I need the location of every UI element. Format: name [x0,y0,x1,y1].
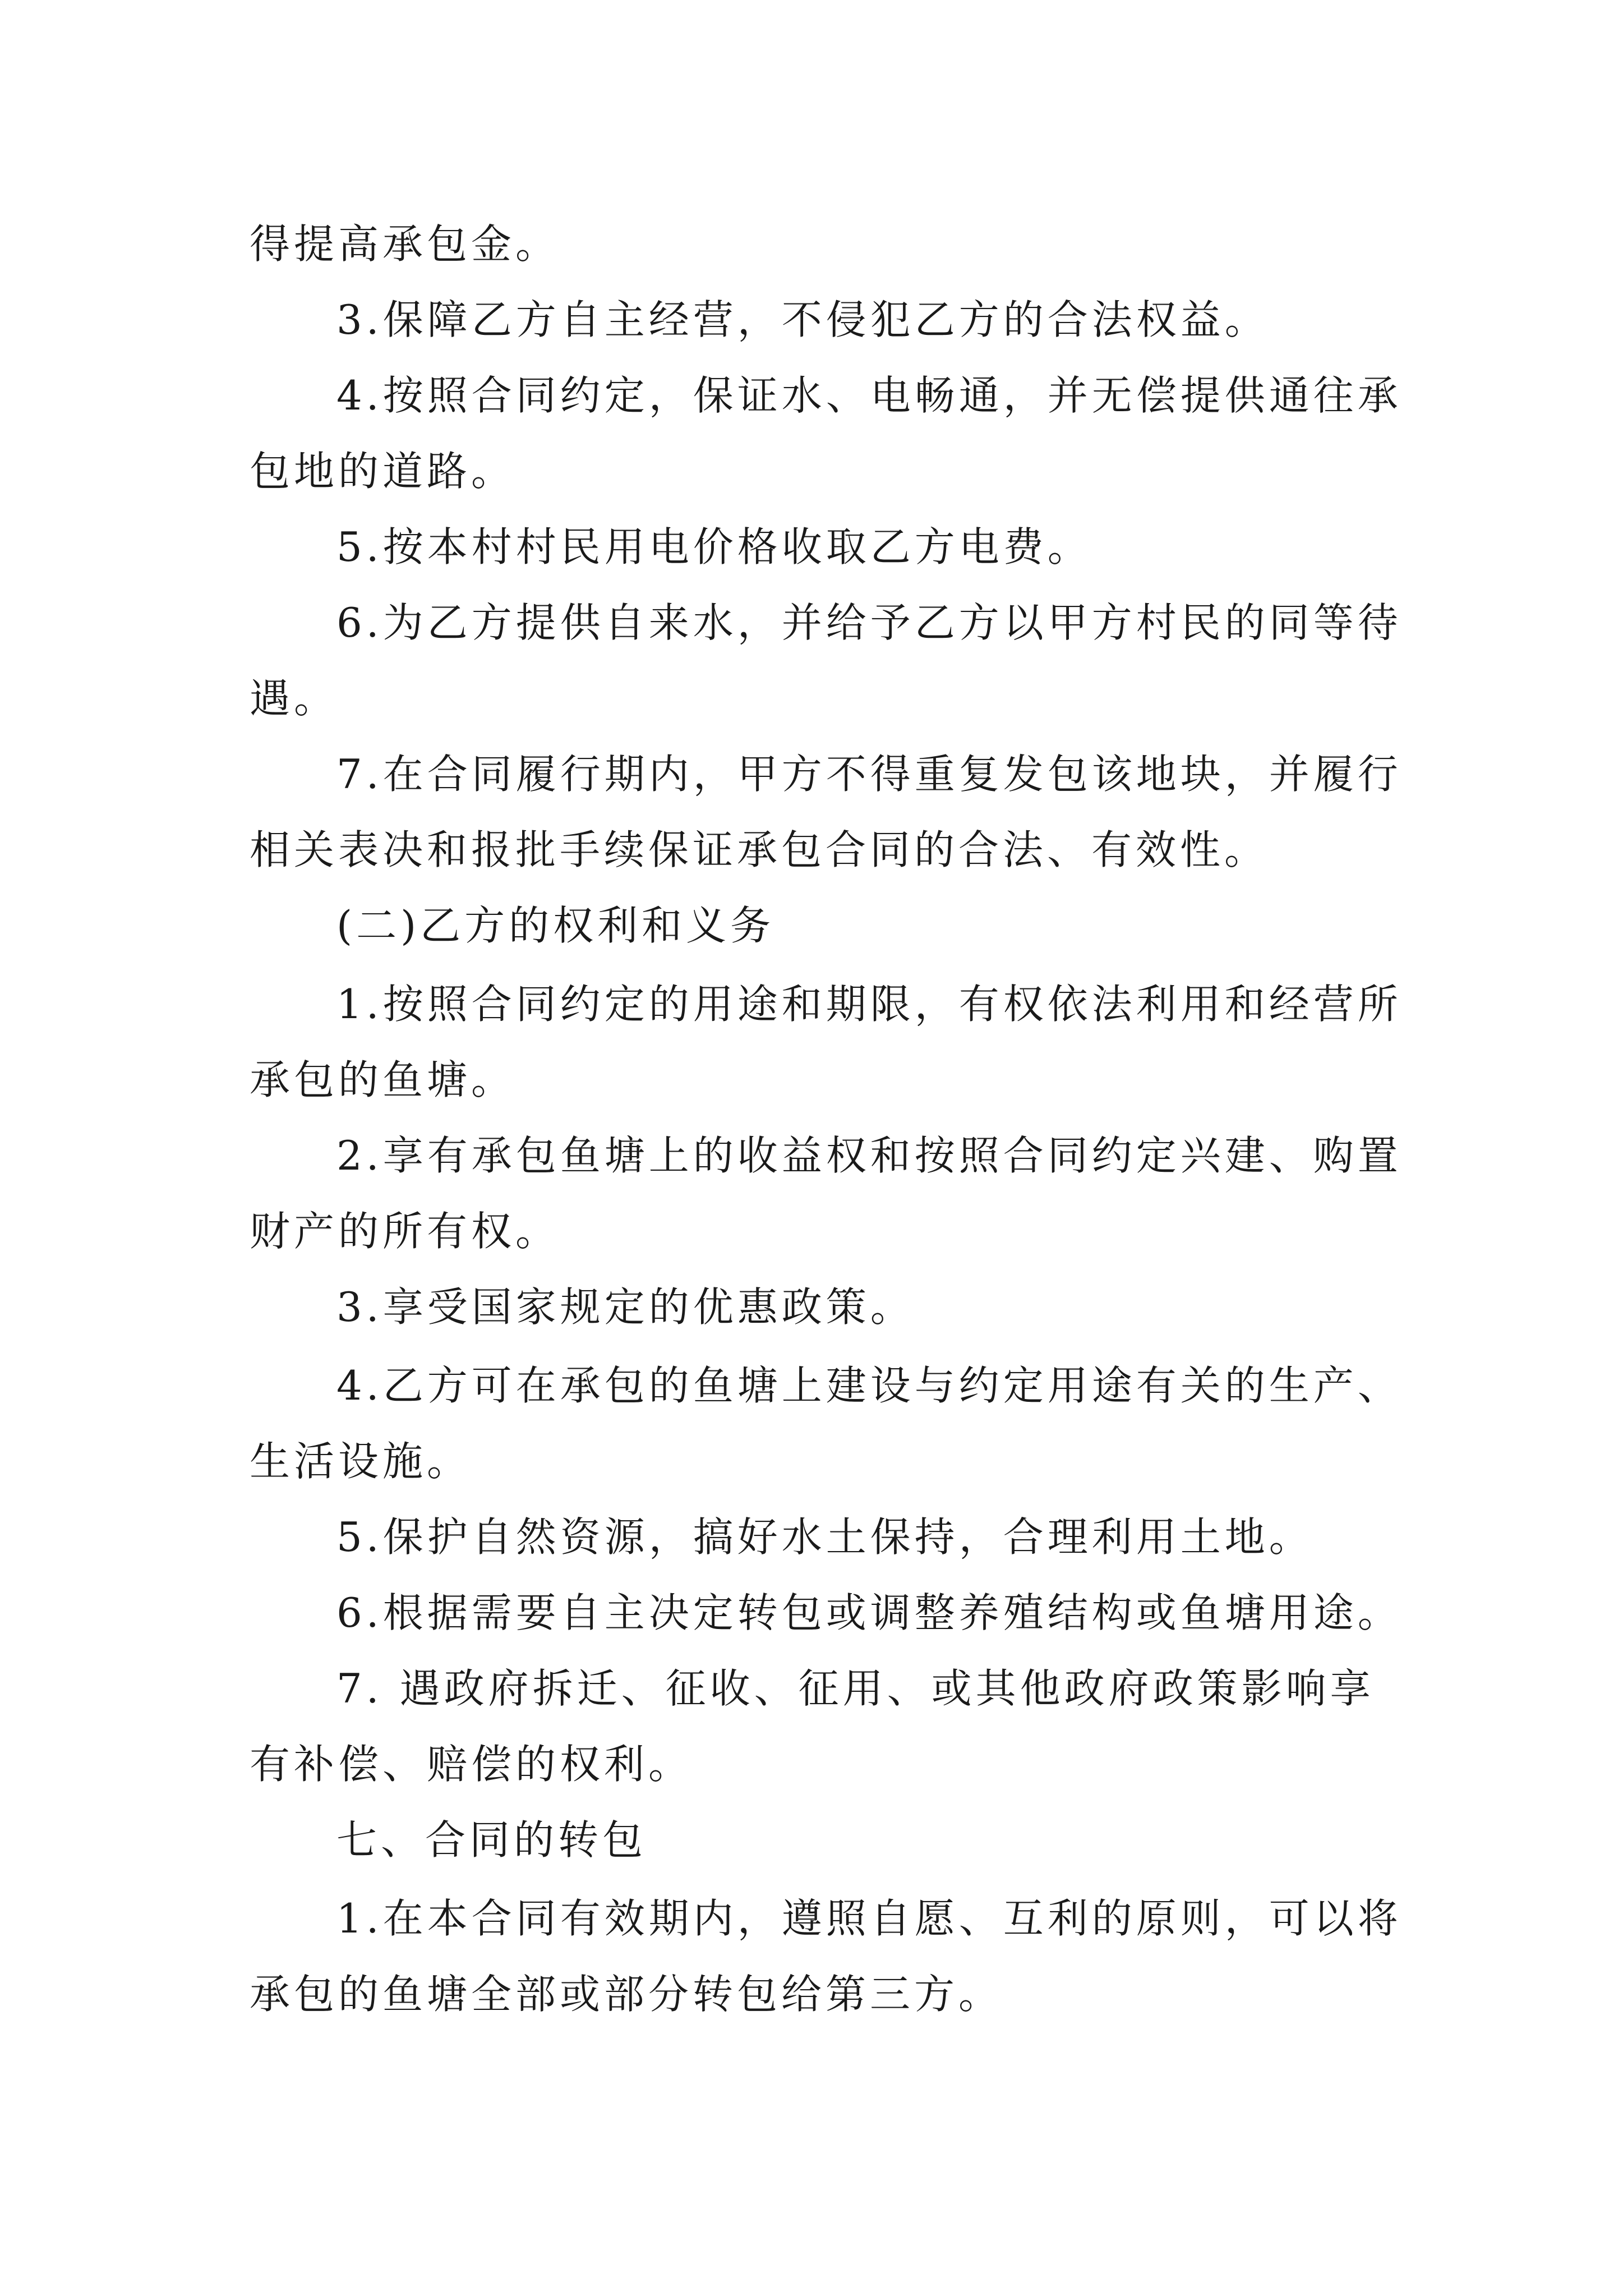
text-line: 5.按本村村民用电价格收取乙方电费。 [336,523,1092,570]
text-line: 6.根据需要自主决定转包或调整养殖结构或鱼塘用途。 [336,1589,1402,1636]
text-line: 生活设施。 [250,1438,472,1485]
text-line: 3.保障乙方自主经营，不侵犯乙方的合法权益。 [336,296,1269,343]
text-line: 有补偿、赔偿的权利。 [250,1741,693,1788]
text-line: 2.享有承包鱼塘上的收益权和按照合同约定兴建、购置 [336,1132,1402,1179]
text-line: 遇。 [250,675,339,722]
text-line: 包地的道路。 [250,448,516,495]
text-line: 财产的所有权。 [250,1208,560,1255]
text-line: 得提高承包金。 [250,220,560,268]
text-line: 1.在本合同有效期内，遵照自愿、互利的原则，可以将 [336,1895,1402,1942]
text-line: 承包的鱼塘全部或部分转包给第三方。 [250,1971,1003,2018]
text-line: 承包的鱼塘。 [250,1056,516,1103]
text-line: 5.保护自然资源，搞好水土保持，合理利用土地。 [336,1513,1313,1561]
text-line: 4.乙方可在承包的鱼塘上建设与约定用途有关的生产、 [336,1362,1402,1409]
text-line: 4.按照合同约定，保证水、电畅通，并无偿提供通往承 [336,372,1402,419]
section-heading: (二)乙方的权利和义务 [336,902,775,949]
text-line: 相关表决和报批手续保证承包合同的合法、有效性。 [250,826,1269,873]
text-line: 7.在合同履行期内，甲方不得重复发包该地块，并履行 [336,751,1402,798]
text-line: 6.为乙方提供自来水，并给予乙方以甲方村民的同等待 [336,599,1402,646]
text-line: 7. 遇政府拆迁、征收、征用、或其他政府政策影响享 [336,1665,1375,1712]
text-line: 3.享受国家规定的优惠政策。 [336,1283,915,1331]
text-line: 1.按照合同约定的用途和期限，有权依法利用和经营所 [336,981,1402,1028]
section-heading: 七、合同的转包 [336,1816,647,1864]
